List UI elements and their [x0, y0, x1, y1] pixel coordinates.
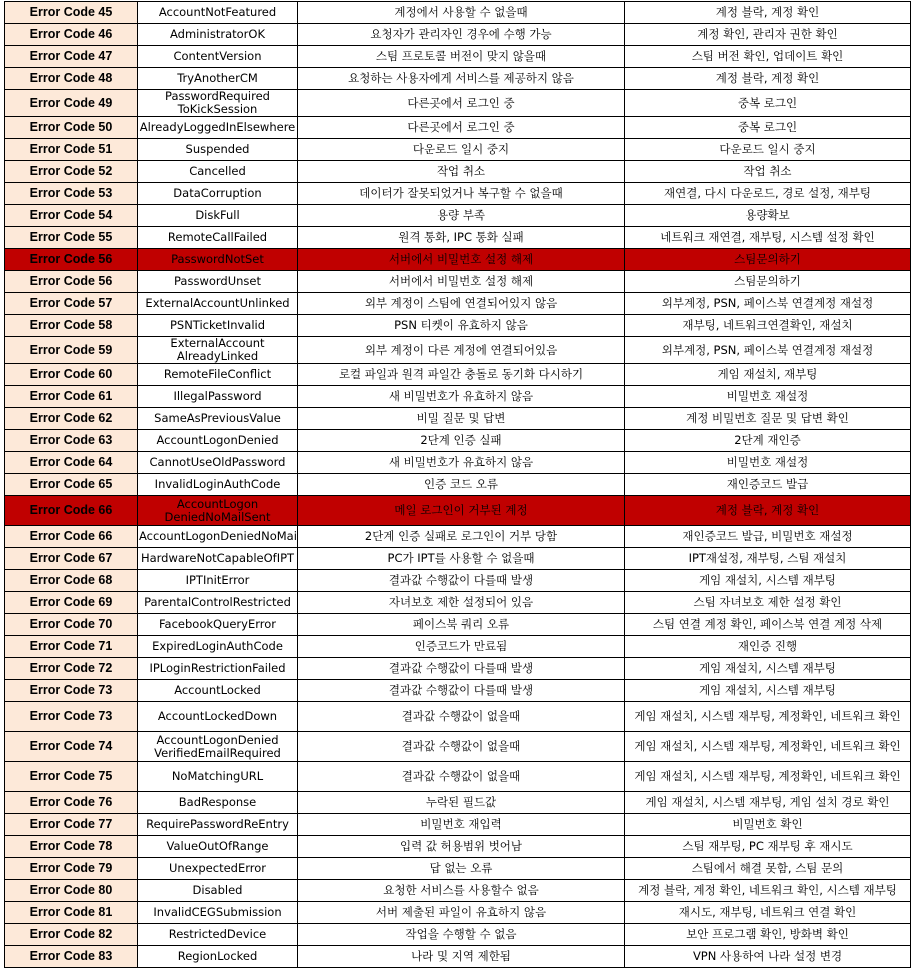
error-code-cell: Error Code 81 — [5, 902, 138, 924]
solution-cell: 계정 비밀번호 질문 및 답변 확인 — [625, 408, 911, 430]
error-code-cell: Error Code 53 — [5, 183, 138, 205]
description-cell: 자녀보호 제한 설정되어 있음 — [298, 592, 625, 614]
table-row — [5, 386, 911, 408]
table-row — [5, 702, 911, 732]
table-row — [5, 924, 911, 946]
solution-cell: 스팀 자녀보호 제한 설정 확인 — [625, 592, 911, 614]
error-code-cell: Error Code 79 — [5, 858, 138, 880]
solution-cell: 재연결, 다시 다운로드, 경로 설정, 재부팅 — [625, 183, 911, 205]
description-cell: 나라 및 지역 제한됨 — [298, 946, 625, 968]
error-code-cell: Error Code 76 — [5, 792, 138, 814]
description-cell: 누락된 필드값 — [298, 792, 625, 814]
error-name-cell: AdministratorOK — [138, 24, 298, 46]
table-row — [5, 161, 911, 183]
error-code-cell: Error Code 73 — [5, 680, 138, 702]
description-cell: 인증코드가 만료됨 — [298, 636, 625, 658]
description-cell: 요청한 서비스를 사용할수 없음 — [298, 880, 625, 902]
solution-cell: 계정 확인, 관리자 권한 확인 — [625, 24, 911, 46]
error-name-cell: UnexpectedError — [138, 858, 298, 880]
error-code-cell: Error Code 73 — [5, 702, 138, 732]
error-code-cell: Error Code 61 — [5, 386, 138, 408]
table-row — [5, 474, 911, 496]
solution-cell: 비밀번호 재설정 — [625, 452, 911, 474]
error-code-cell: Error Code 83 — [5, 946, 138, 968]
error-name-cell: PSNTicketInvalid — [138, 315, 298, 337]
description-cell: 결과값 수행값이 다를때 발생 — [298, 680, 625, 702]
error-code-cell: Error Code 68 — [5, 570, 138, 592]
description-cell: 로컬 파일과 원격 파일간 충돌로 동기화 다시하기 — [298, 364, 625, 386]
description-cell: 2단계 인증 실패 — [298, 430, 625, 452]
error-name-cell: AccountLogonDenied — [138, 430, 298, 452]
table-row — [5, 836, 911, 858]
error-name-cell: IllegalPassword — [138, 386, 298, 408]
solution-cell: 용량확보 — [625, 205, 911, 227]
error-code-cell: Error Code 57 — [5, 293, 138, 315]
description-cell: 서버에서 비밀번호 설정 해제 — [298, 249, 625, 271]
error-code-cell: Error Code 55 — [5, 227, 138, 249]
error-code-table — [4, 1, 911, 968]
table-row — [5, 24, 911, 46]
description-cell: 다른곳에서 로그인 중 — [298, 90, 625, 117]
table-row — [5, 636, 911, 658]
description-cell: 작업을 수행할 수 없음 — [298, 924, 625, 946]
solution-cell: 스팀문의하기 — [625, 249, 911, 271]
solution-cell: 게임 재설치, 시스템 재부팅, 계정확인, 네트워크 확인 — [625, 702, 911, 732]
solution-cell: IPT재설정, 재부팅, 스팀 재설치 — [625, 548, 911, 570]
description-cell: 계정에서 사용할 수 없을때 — [298, 2, 625, 24]
error-name-cell: RequirePasswordReEntry — [138, 814, 298, 836]
error-name-cell: PasswordUnset — [138, 271, 298, 293]
description-cell: 새 비밀번호가 유효하지 않음 — [298, 386, 625, 408]
description-cell: 서버 제출된 파일이 유효하지 않음 — [298, 902, 625, 924]
table-row — [5, 858, 911, 880]
error-name-cell: InvalidLoginAuthCode — [138, 474, 298, 496]
solution-cell: 비밀번호 재설정 — [625, 386, 911, 408]
description-cell: 요청하는 사용자에게 서비스를 제공하지 않음 — [298, 68, 625, 90]
table-row — [5, 293, 911, 315]
solution-cell: 계정 블락, 계정 확인, 네트워크 확인, 시스템 재부팅 — [625, 880, 911, 902]
solution-cell: 스팀에서 해결 못함, 스팀 문의 — [625, 858, 911, 880]
error-name-cell: AccountLocked — [138, 680, 298, 702]
error-name-cell: CannotUseOldPassword — [138, 452, 298, 474]
solution-cell: 중복 로그인 — [625, 90, 911, 117]
description-cell: 원격 통화, IPC 통화 실패 — [298, 227, 625, 249]
error-code-table-body — [5, 2, 911, 968]
description-cell: 새 비밀번호가 유효하지 않음 — [298, 452, 625, 474]
table-row — [5, 792, 911, 814]
error-code-cell: Error Code 65 — [5, 474, 138, 496]
solution-cell: 재인증 진행 — [625, 636, 911, 658]
solution-cell: 게임 재설치, 시스템 재부팅, 계정확인, 네트워크 확인 — [625, 762, 911, 792]
error-code-cell: Error Code 70 — [5, 614, 138, 636]
description-cell: 2단계 인증 실패로 로그인이 거부 당함 — [298, 526, 625, 548]
solution-cell: 보안 프로그램 확인, 방화벽 확인 — [625, 924, 911, 946]
solution-cell: VPN 사용하여 나라 설정 변경 — [625, 946, 911, 968]
error-code-cell: Error Code 46 — [5, 24, 138, 46]
table-row — [5, 658, 911, 680]
solution-cell: 계정 블락, 계정 확인 — [625, 496, 911, 526]
error-code-cell: Error Code 75 — [5, 762, 138, 792]
error-code-cell: Error Code 69 — [5, 592, 138, 614]
table-row — [5, 227, 911, 249]
solution-cell: 게임 재설치, 재부팅 — [625, 364, 911, 386]
error-code-cell: Error Code 62 — [5, 408, 138, 430]
solution-cell: 스팀문의하기 — [625, 271, 911, 293]
description-cell: 외부 계정이 다른 계정에 연결되어있음 — [298, 337, 625, 364]
description-cell: 스팀 프로토콜 버전이 맞지 않을때 — [298, 46, 625, 68]
error-name-cell: IPTInitError — [138, 570, 298, 592]
table-row — [5, 526, 911, 548]
error-name-cell: RestrictedDevice — [138, 924, 298, 946]
error-name-cell: Disabled — [138, 880, 298, 902]
error-code-cell: Error Code 60 — [5, 364, 138, 386]
error-name-cell: RegionLocked — [138, 946, 298, 968]
error-name-cell: ExternalAccount AlreadyLinked — [138, 337, 298, 364]
table-row — [5, 452, 911, 474]
description-cell: 서버에서 비밀번호 설정 해제 — [298, 271, 625, 293]
description-cell: PC가 IPT를 사용할 수 없을때 — [298, 548, 625, 570]
table-row — [5, 902, 911, 924]
table-row — [5, 139, 911, 161]
error-code-cell: Error Code 58 — [5, 315, 138, 337]
error-code-cell: Error Code 66 — [5, 526, 138, 548]
description-cell: 메일 로그인이 거부된 계정 — [298, 496, 625, 526]
table-row — [5, 732, 911, 762]
description-cell: 데이터가 잘못되었거나 복구할 수 없을때 — [298, 183, 625, 205]
error-name-cell: TryAnotherCM — [138, 68, 298, 90]
description-cell: 답 없는 오류 — [298, 858, 625, 880]
error-code-cell: Error Code 51 — [5, 139, 138, 161]
error-name-cell: AccountLockedDown — [138, 702, 298, 732]
solution-cell: 재시도, 재부팅, 네트워크 연결 확인 — [625, 902, 911, 924]
description-cell: 결과값 수행값이 없을때 — [298, 702, 625, 732]
error-code-cell: Error Code 59 — [5, 337, 138, 364]
description-cell: 다른곳에서 로그인 중 — [298, 117, 625, 139]
table-row — [5, 408, 911, 430]
error-name-cell: HardwareNotCapableOfIPT — [138, 548, 298, 570]
table-row — [5, 90, 911, 117]
error-code-cell: Error Code 82 — [5, 924, 138, 946]
error-code-cell: Error Code 64 — [5, 452, 138, 474]
table-row — [5, 117, 911, 139]
description-cell: 작업 취소 — [298, 161, 625, 183]
error-name-cell: DiskFull — [138, 205, 298, 227]
error-code-cell: Error Code 48 — [5, 68, 138, 90]
error-name-cell: ExpiredLoginAuthCode — [138, 636, 298, 658]
description-cell: PSN 티켓이 유효하지 않음 — [298, 315, 625, 337]
table-row — [5, 271, 911, 293]
error-code-cell: Error Code 47 — [5, 46, 138, 68]
solution-cell: 게임 재설치, 시스템 재부팅 — [625, 570, 911, 592]
table-row — [5, 614, 911, 636]
table-row — [5, 430, 911, 452]
error-name-cell: InvalidCEGSubmission — [138, 902, 298, 924]
error-name-cell: RemoteFileConflict — [138, 364, 298, 386]
solution-cell: 스팀 재부팅, PC 재부팅 후 재시도 — [625, 836, 911, 858]
table-row-highlighted — [5, 496, 911, 526]
error-name-cell: PasswordRequired ToKickSession — [138, 90, 298, 117]
error-name-cell: AccountLogonDenied VerifiedEmailRequired — [138, 732, 298, 762]
solution-cell: 다운로드 일시 중지 — [625, 139, 911, 161]
table-row — [5, 337, 911, 364]
error-code-cell: Error Code 72 — [5, 658, 138, 680]
solution-cell: 계정 블락, 계정 확인 — [625, 68, 911, 90]
table-row — [5, 762, 911, 792]
solution-cell: 스팀 버전 확인, 업데이트 확인 — [625, 46, 911, 68]
error-name-cell: AccountNotFeatured — [138, 2, 298, 24]
description-cell: 결과값 수행값이 다를때 발생 — [298, 658, 625, 680]
table-row — [5, 570, 911, 592]
error-name-cell: AccountLogonDeniedNoMai — [138, 526, 298, 548]
table-row — [5, 46, 911, 68]
error-name-cell: ParentalControlRestricted — [138, 592, 298, 614]
error-name-cell: SameAsPreviousValue — [138, 408, 298, 430]
error-name-cell: DataCorruption — [138, 183, 298, 205]
error-name-cell: FacebookQueryError — [138, 614, 298, 636]
description-cell: 비밀번호 재입력 — [298, 814, 625, 836]
error-name-cell: ContentVersion — [138, 46, 298, 68]
error-code-cell: Error Code 80 — [5, 880, 138, 902]
error-code-cell: Error Code 56 — [5, 271, 138, 293]
solution-cell: 게임 재설치, 시스템 재부팅 — [625, 658, 911, 680]
table-row — [5, 364, 911, 386]
description-cell: 결과값 수행값이 다를때 발생 — [298, 570, 625, 592]
error-code-cell: Error Code 63 — [5, 430, 138, 452]
solution-cell: 계정 블락, 계정 확인 — [625, 2, 911, 24]
table-row — [5, 592, 911, 614]
error-name-cell: ExternalAccountUnlinked — [138, 293, 298, 315]
solution-cell: 스팀 연결 계정 확인, 페이스북 연결 계정 삭제 — [625, 614, 911, 636]
error-code-cell: Error Code 50 — [5, 117, 138, 139]
table-row — [5, 880, 911, 902]
error-name-cell: PasswordNotSet — [138, 249, 298, 271]
error-code-cell: Error Code 45 — [5, 2, 138, 24]
description-cell: 페이스북 쿼리 오류 — [298, 614, 625, 636]
description-cell: 입력 값 허용범위 벗어남 — [298, 836, 625, 858]
error-code-cell: Error Code 54 — [5, 205, 138, 227]
error-name-cell: Cancelled — [138, 161, 298, 183]
solution-cell: 작업 취소 — [625, 161, 911, 183]
description-cell: 용량 부족 — [298, 205, 625, 227]
description-cell: 외부 계정이 스팀에 연결되어있지 않음 — [298, 293, 625, 315]
error-code-cell: Error Code 52 — [5, 161, 138, 183]
table-row — [5, 315, 911, 337]
table-row — [5, 2, 911, 24]
table-row-highlighted — [5, 249, 911, 271]
solution-cell: 재인증코드 발급, 비밀번호 재설정 — [625, 526, 911, 548]
table-row — [5, 548, 911, 570]
solution-cell: 게임 재설치, 시스템 재부팅 — [625, 680, 911, 702]
error-code-cell: Error Code 74 — [5, 732, 138, 762]
solution-cell: 외부계정, PSN, 페이스북 연결계정 재설정 — [625, 293, 911, 315]
table-row — [5, 68, 911, 90]
description-cell: 비밀 질문 및 답변 — [298, 408, 625, 430]
solution-cell: 게임 재설치, 시스템 재부팅, 계정확인, 네트워크 확인 — [625, 732, 911, 762]
solution-cell: 비밀번호 확인 — [625, 814, 911, 836]
error-name-cell: IPLoginRestrictionFailed — [138, 658, 298, 680]
error-code-cell: Error Code 78 — [5, 836, 138, 858]
error-name-cell: RemoteCallFailed — [138, 227, 298, 249]
table-row — [5, 205, 911, 227]
solution-cell: 중복 로그인 — [625, 117, 911, 139]
table-row — [5, 680, 911, 702]
error-name-cell: AlreadyLoggedInElsewhere — [138, 117, 298, 139]
error-code-cell: Error Code 77 — [5, 814, 138, 836]
solution-cell: 게임 재설치, 시스템 재부팅, 게임 설치 경로 확인 — [625, 792, 911, 814]
error-name-cell: NoMatchingURL — [138, 762, 298, 792]
error-code-cell: Error Code 71 — [5, 636, 138, 658]
solution-cell: 2단계 재인증 — [625, 430, 911, 452]
solution-cell: 재인증코드 발급 — [625, 474, 911, 496]
solution-cell: 재부팅, 네트워크연결확인, 재설치 — [625, 315, 911, 337]
error-name-cell: BadResponse — [138, 792, 298, 814]
table-row — [5, 946, 911, 968]
error-code-cell: Error Code 49 — [5, 90, 138, 117]
error-code-cell: Error Code 66 — [5, 496, 138, 526]
table-row — [5, 183, 911, 205]
error-name-cell: Suspended — [138, 139, 298, 161]
error-code-cell: Error Code 67 — [5, 548, 138, 570]
error-name-cell: AccountLogon DeniedNoMailSent — [138, 496, 298, 526]
solution-cell: 외부계정, PSN, 페이스북 연결계정 재설정 — [625, 337, 911, 364]
description-cell: 다운로드 일시 중지 — [298, 139, 625, 161]
description-cell: 결과값 수행값이 없을때 — [298, 732, 625, 762]
description-cell: 요청자가 관리자인 경우에 수행 가능 — [298, 24, 625, 46]
error-code-cell: Error Code 56 — [5, 249, 138, 271]
table-row — [5, 814, 911, 836]
description-cell: 인증 코드 오류 — [298, 474, 625, 496]
solution-cell: 네트워크 재연결, 재부팅, 시스템 설정 확인 — [625, 227, 911, 249]
description-cell: 결과값 수행값이 없을때 — [298, 762, 625, 792]
error-name-cell: ValueOutOfRange — [138, 836, 298, 858]
